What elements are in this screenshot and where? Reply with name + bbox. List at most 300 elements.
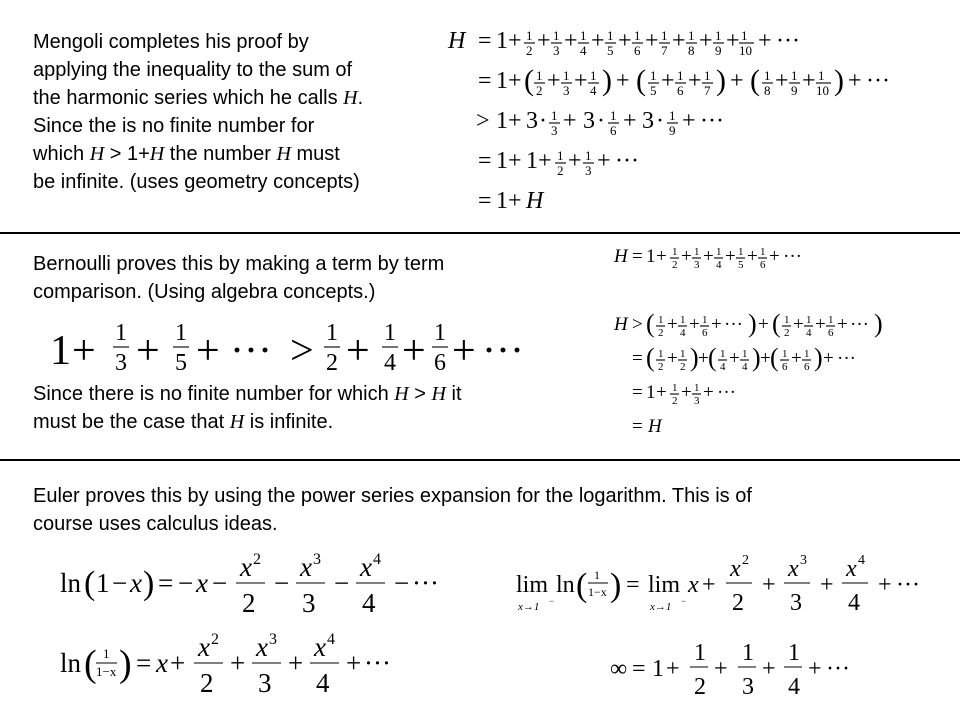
svg-text:···: ···: [700, 108, 724, 134]
svg-text:+: +: [820, 572, 834, 598]
svg-text:2: 2: [732, 590, 744, 616]
svg-text:+: +: [661, 68, 675, 94]
svg-text:4: 4: [848, 590, 860, 616]
svg-text:+: +: [725, 246, 736, 267]
svg-text:): ): [143, 565, 155, 602]
svg-text:x: x: [198, 632, 210, 662]
mengoli-eq-line-4: [478, 148, 639, 178]
svg-text:1: 1: [680, 348, 686, 360]
bernoulli-eq-line-5: [632, 416, 663, 437]
svg-text:+: +: [760, 348, 771, 369]
svg-text:=: =: [478, 188, 492, 214]
svg-text:8: 8: [688, 43, 695, 58]
svg-text:4: 4: [680, 327, 686, 339]
svg-text:+: +: [508, 68, 522, 94]
svg-text:+: +: [346, 648, 362, 678]
euler-limit: [516, 552, 936, 632]
svg-text:+: +: [689, 314, 700, 335]
svg-text:3: 3: [694, 395, 700, 407]
svg-text:(: (: [708, 343, 717, 372]
svg-text:=: =: [632, 656, 646, 682]
svg-text:4: 4: [580, 43, 587, 58]
svg-text:+: +: [681, 382, 692, 403]
svg-text:H: H: [614, 314, 628, 335]
svg-text:1: 1: [694, 640, 706, 666]
svg-text:+: +: [563, 108, 577, 134]
svg-text:6: 6: [782, 361, 788, 373]
mengoli-eq-line-3: [476, 108, 724, 138]
svg-text:3: 3: [551, 123, 558, 138]
svg-text:2: 2: [253, 551, 261, 568]
svg-text:4: 4: [327, 631, 335, 648]
svg-text:2: 2: [557, 163, 564, 178]
svg-text:+: +: [170, 648, 186, 678]
svg-text:): ): [748, 309, 757, 338]
mengoli-equations: [440, 18, 940, 218]
svg-text:3: 3: [269, 631, 277, 648]
svg-text:6: 6: [610, 123, 617, 138]
svg-text:−: −: [112, 568, 128, 598]
svg-text:5: 5: [607, 43, 614, 58]
svg-text:=: =: [158, 568, 174, 598]
svg-text:1: 1: [784, 314, 790, 326]
svg-text:1−x: 1−x: [96, 664, 117, 679]
svg-text:=: =: [632, 348, 643, 369]
svg-text:+: +: [762, 572, 776, 598]
svg-text:1: 1: [788, 640, 800, 666]
svg-text:2: 2: [742, 553, 749, 568]
svg-text:+: +: [508, 28, 522, 54]
svg-text:+: +: [196, 328, 220, 374]
svg-text:>: >: [476, 108, 490, 134]
mengoli-eq-line-5: [478, 188, 545, 214]
svg-text:3: 3: [258, 668, 272, 698]
svg-text:−: −: [178, 568, 194, 598]
svg-text:=: =: [632, 382, 643, 403]
svg-text:1: 1: [551, 108, 558, 123]
svg-text:+: +: [591, 28, 605, 54]
svg-text:+: +: [758, 314, 769, 335]
svg-text:1: 1: [610, 108, 617, 123]
svg-text:(: (: [646, 343, 655, 372]
svg-text:x: x: [196, 568, 208, 598]
svg-text:···: ···: [866, 68, 890, 94]
svg-text:1: 1: [702, 314, 708, 326]
svg-text:3: 3: [553, 43, 560, 58]
svg-text:(: (: [84, 565, 96, 602]
svg-text:1: 1: [384, 320, 396, 346]
svg-text:+: +: [823, 348, 834, 369]
svg-text:+: +: [730, 68, 744, 94]
svg-text:x: x: [256, 632, 268, 662]
bernoulli-equations: [610, 236, 950, 446]
svg-text:(: (: [636, 64, 646, 97]
svg-text:1: 1: [672, 246, 678, 258]
svg-text:): ): [834, 64, 844, 97]
svg-text:5: 5: [175, 350, 187, 376]
svg-text:1: 1: [804, 348, 810, 360]
svg-text:·: ·: [539, 108, 547, 134]
svg-text:4: 4: [362, 588, 376, 618]
svg-text:+: +: [508, 148, 522, 174]
svg-text:(: (: [84, 643, 97, 685]
bernoulli-eq-line-4: [632, 382, 736, 407]
euler-line-1: Euler proves this by using the power series expansion for the logarithm. This is of: [33, 485, 752, 507]
svg-text:(: (: [750, 64, 760, 97]
svg-text:···: ···: [724, 314, 743, 335]
svg-text:1: 1: [669, 108, 676, 123]
svg-text:3: 3: [526, 108, 538, 134]
svg-text:1: 1: [688, 28, 695, 43]
svg-text:(: (: [772, 309, 781, 338]
svg-text:1: 1: [175, 320, 187, 346]
svg-text:1: 1: [496, 68, 508, 94]
svg-text:+: +: [747, 246, 758, 267]
svg-text:2: 2: [658, 361, 664, 373]
svg-text:·: ·: [656, 108, 664, 134]
svg-text:): ): [752, 343, 761, 372]
svg-text:1: 1: [782, 348, 788, 360]
svg-text:+: +: [793, 314, 804, 335]
svg-text:5: 5: [738, 259, 744, 271]
svg-text:1: 1: [634, 28, 641, 43]
svg-text:1: 1: [496, 108, 508, 134]
svg-text:1: 1: [115, 320, 127, 346]
svg-text:···: ···: [850, 314, 869, 335]
svg-text:−: −: [394, 568, 410, 598]
svg-text:+: +: [837, 314, 848, 335]
svg-text:1−x: 1−x: [588, 585, 607, 599]
svg-text:+: +: [667, 314, 678, 335]
svg-text:+: +: [288, 648, 304, 678]
svg-text:x: x: [846, 556, 857, 582]
svg-text:+: +: [802, 68, 816, 94]
svg-text:=: =: [478, 28, 492, 54]
svg-text:+: +: [688, 68, 702, 94]
svg-text:): ): [814, 343, 823, 372]
svg-text:9: 9: [715, 43, 722, 58]
svg-text:+: +: [508, 188, 522, 214]
svg-text:ln: ln: [60, 648, 82, 678]
svg-text:x: x: [360, 552, 372, 582]
svg-text:···: ···: [776, 28, 800, 54]
svg-text:−: −: [549, 596, 555, 606]
svg-text:10: 10: [739, 43, 752, 58]
svg-text:1: 1: [818, 68, 825, 83]
svg-text:1: 1: [738, 246, 744, 258]
svg-text:+: +: [508, 108, 522, 134]
svg-text:1: 1: [694, 382, 700, 394]
svg-text:1: 1: [646, 246, 656, 267]
svg-text:1: 1: [103, 646, 110, 661]
svg-text:+: +: [703, 382, 714, 403]
svg-text:···: ···: [783, 246, 802, 267]
svg-text:+: +: [666, 656, 680, 682]
svg-text:1: 1: [526, 148, 538, 174]
svg-text:>: >: [290, 328, 314, 374]
svg-text:4: 4: [858, 553, 865, 568]
svg-text:3: 3: [742, 674, 754, 700]
svg-text:x: x: [730, 556, 741, 582]
svg-text:+: +: [656, 382, 667, 403]
svg-text:1: 1: [496, 188, 508, 214]
svg-text:+: +: [597, 148, 611, 174]
svg-text:+: +: [681, 246, 692, 267]
svg-text:H: H: [648, 416, 662, 437]
svg-text:3: 3: [800, 553, 807, 568]
svg-text:+: +: [698, 348, 709, 369]
svg-text:9: 9: [791, 83, 798, 98]
svg-text:+: +: [702, 572, 716, 598]
svg-text:+: +: [848, 68, 862, 94]
svg-text:1: 1: [594, 568, 600, 582]
svg-text:2: 2: [211, 631, 219, 648]
svg-text:+: +: [769, 246, 780, 267]
svg-text:4: 4: [316, 668, 330, 698]
svg-text:x: x: [688, 572, 699, 598]
svg-text:+: +: [808, 656, 822, 682]
svg-text:+: +: [547, 68, 561, 94]
svg-text:1: 1: [716, 246, 722, 258]
svg-text:+: +: [564, 28, 578, 54]
svg-text:ln: ln: [556, 572, 575, 598]
svg-text:1: 1: [652, 656, 664, 682]
svg-text:1: 1: [585, 148, 592, 163]
svg-text:1: 1: [590, 68, 597, 83]
svg-text:···: ···: [482, 328, 524, 374]
svg-text:1: 1: [326, 320, 338, 346]
euler-line-2: course uses calculus ideas.: [33, 513, 278, 535]
svg-text:1: 1: [828, 314, 834, 326]
svg-text:2: 2: [242, 588, 256, 618]
svg-text:10: 10: [816, 83, 829, 98]
svg-text:+: +: [791, 348, 802, 369]
svg-text:H: H: [526, 188, 544, 214]
svg-text:+: +: [452, 328, 476, 374]
bernoulli-eq-line-3: [632, 343, 856, 373]
svg-text:+: +: [758, 28, 772, 54]
svg-text:3: 3: [585, 163, 592, 178]
svg-text:+: +: [623, 108, 637, 134]
svg-text:1: 1: [526, 28, 533, 43]
mengoli-line-5: which H > 1+H the number H must: [33, 143, 340, 165]
svg-text:1: 1: [650, 68, 657, 83]
svg-text:lim: lim: [516, 572, 549, 598]
svg-text:·: ·: [597, 108, 605, 134]
svg-text:x: x: [300, 552, 312, 582]
svg-text:2: 2: [672, 395, 678, 407]
svg-text:2: 2: [680, 361, 686, 373]
svg-text:+: +: [537, 28, 551, 54]
svg-text:1: 1: [661, 28, 668, 43]
svg-text:): ): [690, 343, 699, 372]
svg-text:4: 4: [716, 259, 722, 271]
svg-text:···: ···: [412, 568, 439, 598]
svg-text:···: ···: [837, 348, 856, 369]
svg-text:1: 1: [806, 314, 812, 326]
svg-text:3: 3: [115, 350, 127, 376]
svg-text:6: 6: [828, 327, 834, 339]
svg-text:1: 1: [677, 68, 684, 83]
bernoulli-eq-line-2: [613, 309, 883, 339]
svg-text:3: 3: [313, 551, 321, 568]
svg-text:+: +: [815, 314, 826, 335]
svg-text:1: 1: [694, 246, 700, 258]
svg-text:1: 1: [704, 68, 711, 83]
svg-text:+: +: [878, 572, 892, 598]
svg-text:3: 3: [694, 259, 700, 271]
svg-text:lim: lim: [648, 572, 681, 598]
mengoli-eq-line-1: [447, 28, 800, 58]
svg-text:+: +: [775, 68, 789, 94]
svg-text:=: =: [632, 246, 643, 267]
svg-text:+: +: [667, 348, 678, 369]
svg-text:x→1: x→1: [650, 601, 672, 613]
mengoli-line-3: the harmonic series which he calls H.: [33, 87, 364, 109]
svg-text:2: 2: [784, 327, 790, 339]
svg-text:7: 7: [704, 83, 711, 98]
svg-text:1: 1: [658, 348, 664, 360]
euler-infinity: [610, 636, 930, 716]
svg-text:7: 7: [661, 43, 668, 58]
svg-text:1: 1: [715, 28, 722, 43]
svg-text:+: +: [346, 328, 370, 374]
svg-text:···: ···: [230, 328, 272, 374]
svg-text:+: +: [136, 328, 160, 374]
svg-text:1: 1: [742, 640, 754, 666]
svg-text:6: 6: [702, 327, 708, 339]
svg-text:1: 1: [680, 314, 686, 326]
svg-text:2: 2: [326, 350, 338, 376]
svg-text:4: 4: [384, 350, 396, 376]
mengoli-line-1: Mengoli completes his proof by: [33, 31, 309, 53]
svg-text:ln: ln: [60, 568, 82, 598]
svg-text:1: 1: [672, 382, 678, 394]
svg-text:···: ···: [364, 648, 391, 678]
svg-text:(: (: [770, 343, 779, 372]
svg-text:H: H: [448, 28, 466, 54]
bernoulli-inequality: [50, 318, 524, 378]
svg-text:2: 2: [694, 674, 706, 700]
svg-text:x: x: [788, 556, 799, 582]
svg-text:1: 1: [563, 68, 570, 83]
svg-text:4: 4: [373, 551, 381, 568]
section-divider-2: [0, 459, 960, 461]
svg-text:3: 3: [302, 588, 316, 618]
mengoli-line-6: be infinite. (uses geometry concepts): [33, 171, 360, 193]
svg-text:): ): [602, 64, 612, 97]
svg-text:1: 1: [580, 28, 587, 43]
svg-text:+: +: [230, 648, 246, 678]
svg-text:H: H: [614, 246, 628, 267]
svg-text:x: x: [130, 568, 142, 598]
svg-text:+: +: [538, 148, 552, 174]
svg-text:1: 1: [764, 68, 771, 83]
svg-text:6: 6: [677, 83, 684, 98]
svg-text:+: +: [714, 656, 728, 682]
svg-text:1: 1: [536, 68, 543, 83]
svg-text:4: 4: [806, 327, 812, 339]
svg-text:1: 1: [741, 28, 748, 43]
svg-text:4: 4: [720, 361, 726, 373]
svg-text:x→1: x→1: [518, 601, 540, 613]
svg-text:1: 1: [607, 28, 614, 43]
svg-text:6: 6: [804, 361, 810, 373]
svg-text:3: 3: [583, 108, 595, 134]
svg-text:=: =: [136, 648, 152, 678]
svg-text:2: 2: [526, 43, 533, 58]
svg-text:+: +: [645, 28, 659, 54]
svg-text:+: +: [72, 328, 96, 374]
svg-text:4: 4: [742, 361, 748, 373]
svg-text:1: 1: [434, 320, 446, 346]
svg-text:1: 1: [720, 348, 726, 360]
svg-text:(: (: [524, 64, 534, 97]
svg-text:>: >: [632, 314, 643, 335]
svg-text:+: +: [672, 28, 686, 54]
svg-text:−: −: [212, 568, 228, 598]
svg-text:+: +: [682, 108, 696, 134]
svg-text:(: (: [646, 309, 655, 338]
svg-text:3: 3: [642, 108, 654, 134]
bernoulli-line-1: Bernoulli proves this by making a term by term: [33, 253, 445, 275]
svg-text:1: 1: [742, 348, 748, 360]
svg-text:4: 4: [788, 674, 800, 700]
svg-text:x: x: [314, 632, 326, 662]
svg-text:): ): [874, 309, 883, 338]
svg-text:5: 5: [650, 83, 657, 98]
mengoli-line-4: Since the is no finite number for: [33, 115, 315, 137]
svg-text:−: −: [334, 568, 350, 598]
svg-text:=: =: [478, 68, 492, 94]
svg-text:6: 6: [434, 350, 446, 376]
svg-text:1: 1: [496, 148, 508, 174]
svg-text:+: +: [699, 28, 713, 54]
svg-text:+: +: [574, 68, 588, 94]
svg-text:+: +: [729, 348, 740, 369]
svg-text:+: +: [703, 246, 714, 267]
svg-text:+: +: [726, 28, 740, 54]
svg-text:=: =: [626, 572, 640, 598]
svg-text:6: 6: [634, 43, 641, 58]
svg-text:1: 1: [791, 68, 798, 83]
svg-text:−: −: [681, 596, 687, 606]
svg-text:1: 1: [760, 246, 766, 258]
svg-text:=: =: [478, 148, 492, 174]
svg-text:+: +: [762, 656, 776, 682]
section-divider-1: [0, 232, 960, 234]
svg-text:+: +: [616, 68, 630, 94]
svg-text:+: +: [711, 314, 722, 335]
svg-text:1: 1: [96, 568, 110, 598]
svg-text:∞: ∞: [610, 656, 628, 682]
svg-text:2: 2: [536, 83, 543, 98]
svg-text:3: 3: [790, 590, 802, 616]
svg-text:+: +: [656, 246, 667, 267]
svg-text:1: 1: [557, 148, 564, 163]
svg-text:3: 3: [563, 83, 570, 98]
euler-ln-inverse-series: [60, 628, 400, 708]
svg-text:···: ···: [717, 382, 736, 403]
svg-text:+: +: [618, 28, 632, 54]
svg-text:+: +: [402, 328, 426, 374]
svg-text:(: (: [576, 567, 588, 604]
svg-text:9: 9: [669, 123, 676, 138]
svg-text:2: 2: [672, 259, 678, 271]
svg-text:): ): [716, 64, 726, 97]
svg-text:): ): [610, 567, 622, 604]
bernoulli-conclusion-2: must be the case that H is infinite.: [33, 411, 334, 433]
